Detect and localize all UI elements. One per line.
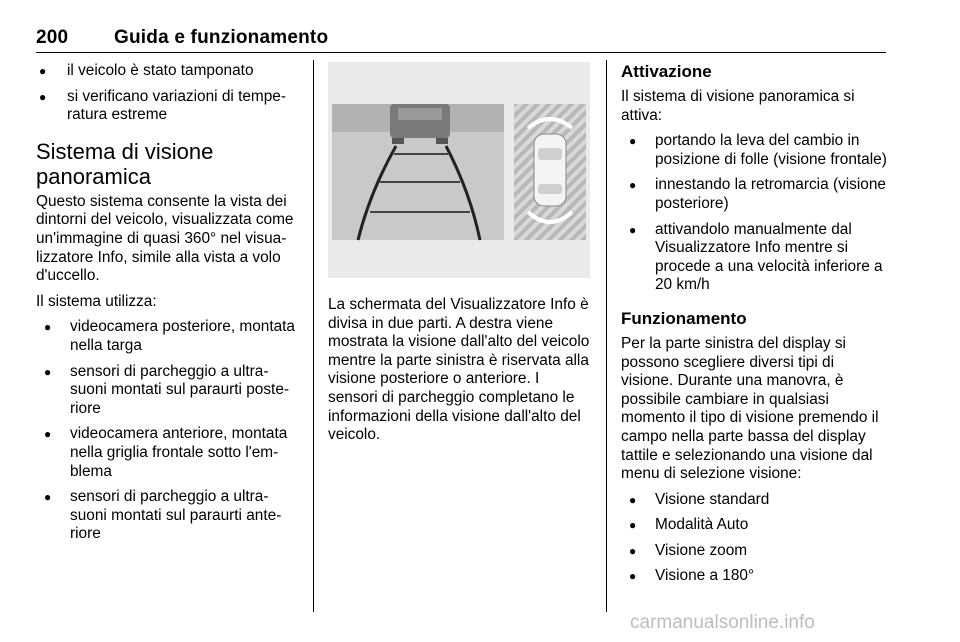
car-top-icon: [534, 134, 566, 206]
list-item: ● innestando la retromarcia (visione posteriore): [621, 176, 887, 213]
function-heading: Funzionamento: [621, 308, 747, 328]
list-item: ● Visione a 180°: [621, 567, 887, 586]
column-middle: [328, 62, 590, 452]
uses-list: [36, 318, 298, 544]
function-paragraph: Per la parte sinistra del display si possono scegliere diversi tipi di visione. Durante una manovra, è possibile cambiare in qualsiasi momento il tipo di visione premendo il campo nella parte bassa del display tattile e selezionando una visione dal menu di selezione visione:: [621, 334, 879, 483]
list-item: ● il veicolo è stato tamponato: [36, 62, 298, 81]
figure-caption: La schermata del Visualizzatore Info è divisa in due parti. A destra viene mostrata la visione dall'alto del veicolo mentre la parte sinistra è riservata alla visione posteriore o anteriore. I sensori di parcheggio completano le informazioni della visione dall'alto del veicolo.: [328, 296, 590, 444]
column-divider-2: [606, 60, 607, 612]
list-item: ● sensori di parcheggio a ultrasuoni montati sul paraurti posteriore: [36, 363, 298, 419]
list-item: ● videocamera posteriore, montata nella targa: [36, 318, 298, 355]
column-right: [621, 62, 887, 593]
activation-list: [621, 132, 887, 295]
activation-heading: Attivazione: [621, 62, 712, 81]
uses-label: Il sistema utilizza:: [36, 292, 157, 310]
list-item: ● Modalità Auto: [621, 516, 887, 535]
section-title: Guida e funzionamento: [114, 27, 329, 48]
page-header: [36, 27, 328, 49]
list-item: ● Visione standard: [621, 491, 887, 510]
watermark: carmanualsonline.info: [630, 612, 815, 633]
page-number: 200: [36, 27, 69, 48]
top-bullet-list: [36, 62, 298, 125]
column-divider-1: [313, 60, 314, 612]
intro-paragraph: Questo sistema consente la vista dei dintorni del veicolo, visualizzata come un'immagine di quasi 360° nel visualizzatore Info, simile alla vista a volo d'uccello.: [36, 192, 294, 285]
camera-display-drawing: [328, 62, 590, 278]
section-heading: Sistema di visione panoramica: [36, 138, 214, 189]
view-mode-list: [621, 491, 887, 586]
list-item: ● si verificano variazioni di temperatura estreme: [36, 88, 298, 125]
list-item: ● Visione zoom: [621, 542, 887, 561]
activation-intro: Il sistema di visione panoramica si attiva:: [621, 88, 855, 124]
header-rule: [36, 52, 886, 53]
column-left: [36, 62, 298, 551]
list-item: ● sensori di parcheggio a ultrasuoni montati sul paraurti anteriore: [36, 488, 298, 544]
car-ahead-icon: [390, 104, 450, 144]
list-item: ● portando la leva del cambio in posizione di folle (visione frontale): [621, 132, 887, 169]
list-item: ● attivandolo manualmente dal Visualizzatore Info mentre si procede a una velocità inferiore a 20 km/h: [621, 221, 887, 295]
list-item: ● videocamera anteriore, montata nella griglia frontale sotto l'emblema: [36, 425, 298, 481]
panoramic-view-illustration: [328, 62, 590, 278]
